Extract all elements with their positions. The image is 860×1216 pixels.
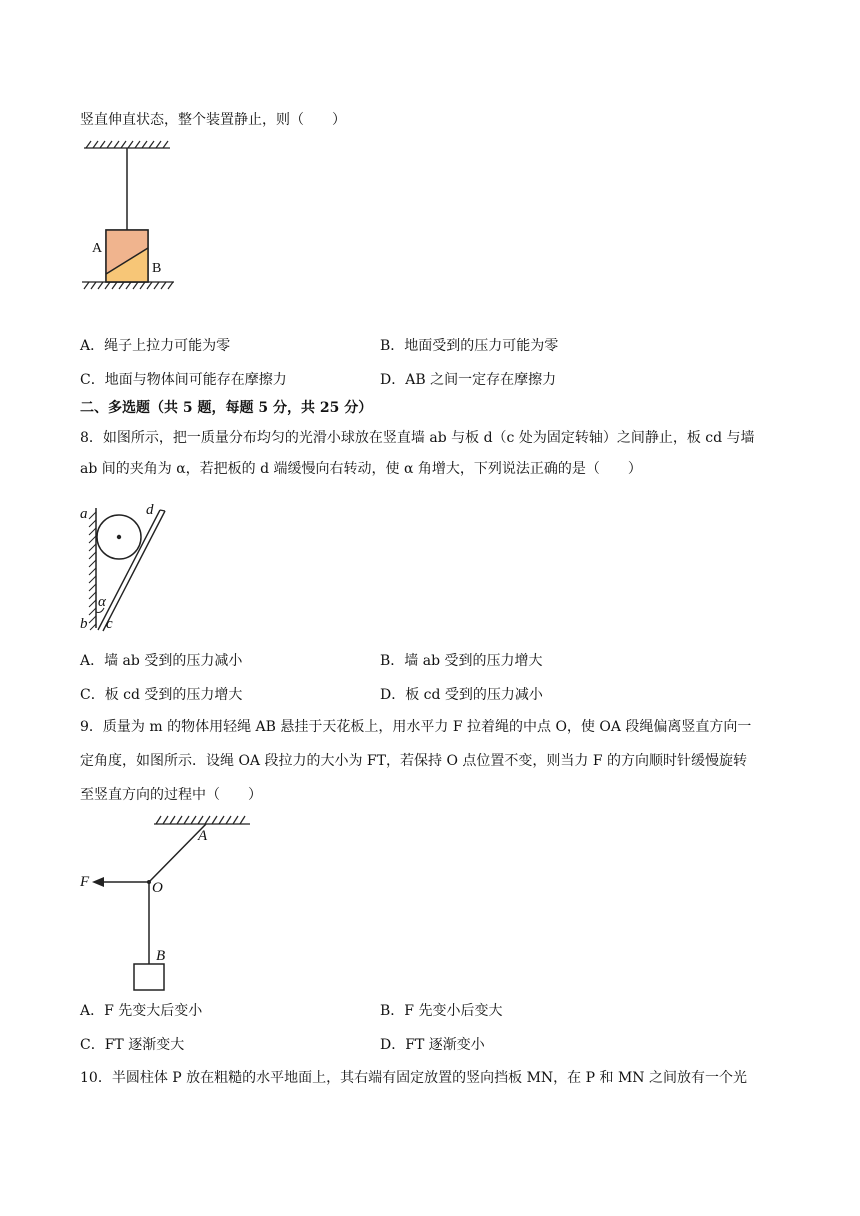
q8-line-2: ab 间的夹角为 α，若把板的 d 端缓慢向右转动，使 α 角增大，下列说法正确的是（ ） (80, 461, 642, 477)
label-o: O (152, 880, 163, 896)
label-c: c (106, 616, 113, 632)
mass-block (134, 964, 164, 990)
ceiling-hatch (84, 141, 170, 148)
q7-option-d: D．AB 之间一定存在摩擦力 (380, 372, 557, 388)
label-alpha: α (98, 594, 106, 610)
q7-option-a: A．绳子上拉力可能为零 (80, 338, 231, 354)
label-b: B (156, 948, 166, 964)
q9-option-a: A．F 先变大后变小 (80, 1003, 203, 1019)
q9-option-b: B．F 先变小后变大 (380, 1003, 503, 1019)
label-a: A (92, 241, 103, 256)
q8-option-d: D．板 cd 受到的压力减小 (380, 687, 543, 703)
section-heading: 二、多选题（共 5 题，每题 5 分，共 25 分） (80, 400, 373, 416)
label-a: A (198, 828, 208, 844)
q10-line-1: 10．半圆柱体 P 放在粗糙的水平地面上，其右端有固定放置的竖向挡板 MN，在 P 和 MN 之间放有一个光 (80, 1070, 747, 1086)
ball-center (117, 535, 121, 539)
q8-option-c: C．板 cd 受到的压力增大 (80, 687, 243, 703)
q9-line-2: 定角度，如图所示．设绳 OA 段拉力的大小为 FT，若保持 O 点位置不变，则当力 F 的方向顺时针缓慢旋转 (80, 753, 747, 769)
q8-option-b: B．墙 ab 受到的压力增大 (380, 653, 543, 669)
q9-line-1: 9．质量为 m 的物体用轻绳 AB 悬挂于天花板上，用水平力 F 拉着绳的中点 O，使 OA 段绳偏离竖直方向一 (80, 719, 752, 735)
q7-question-tail: 竖直伸直状态，整个装置静止，则（ ） (80, 112, 346, 128)
q9-figure (78, 810, 258, 995)
q8-figure (76, 500, 176, 640)
q7-figure (78, 138, 178, 298)
q8-line-1: 8．如图所示，把一质量分布均匀的光滑小球放在竖直墙 ab 与板 d（c 处为固定转轴）之间静止，板 cd 与墙 (80, 430, 755, 446)
label-a: a (80, 506, 88, 522)
q9-option-d: D．FT 逐渐变小 (380, 1037, 485, 1053)
q9-option-c: C．FT 逐渐变大 (80, 1037, 185, 1053)
label-d: d (146, 502, 154, 518)
force-arrowhead (92, 877, 104, 887)
label-f: F (80, 874, 90, 890)
q9-line-3: 至竖直方向的过程中（ ） (80, 787, 262, 803)
wall-hatch (89, 512, 96, 630)
q7-option-c: C．地面与物体间可能存在摩擦力 (80, 372, 287, 388)
ceiling-hatch (154, 816, 250, 824)
q7-option-b: B．地面受到的压力可能为零 (380, 338, 559, 354)
label-b: B (152, 261, 162, 276)
ground-hatch (82, 282, 174, 289)
label-b: b (80, 616, 88, 632)
q8-option-a: A．墙 ab 受到的压力减小 (80, 653, 243, 669)
